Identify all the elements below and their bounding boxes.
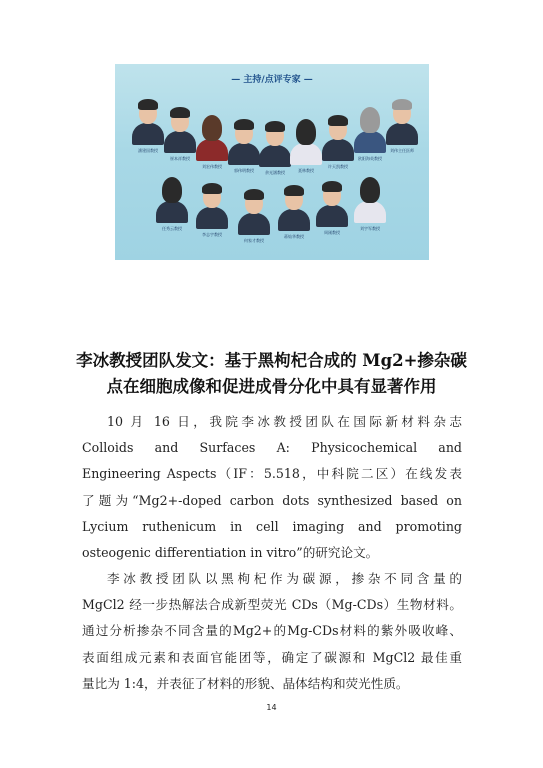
- expert-name: 何家才教授: [244, 238, 264, 243]
- portrait-hair: [322, 181, 342, 192]
- portrait-body: [132, 123, 164, 145]
- portrait-hair: [296, 119, 316, 145]
- paragraph-line: Lycium ruthenicum in cell imaging and promoting: [82, 518, 462, 534]
- expert-portrait: [195, 180, 229, 252]
- expert-name: 任秀云教授: [162, 226, 182, 231]
- portrait-hair: [265, 121, 285, 132]
- portrait-body: [238, 213, 270, 235]
- expert-name: 欧阳海英教授: [358, 156, 382, 161]
- portrait-body: [354, 201, 386, 223]
- expert-name: 崔本祥教授: [170, 156, 190, 161]
- portrait-body: [290, 143, 322, 165]
- article-title-line: 李冰教授团队发文：基于黑枸杞合成的 Mg2+掺杂碳: [76, 351, 467, 370]
- expert-name: 聂林教授: [298, 168, 314, 173]
- portrait-hair: [234, 119, 254, 130]
- portrait-body: [259, 145, 291, 167]
- portrait-hair: [202, 183, 222, 194]
- portrait-hair: [162, 177, 182, 203]
- portrait-hair: [360, 177, 380, 203]
- portrait-hair: [202, 115, 222, 141]
- expert-portrait: [227, 116, 261, 188]
- portrait-hair: [138, 99, 158, 110]
- paragraph-line: MgCl2 经一步热解法合成新型荧光 CDs（Mg-CDs）生物材料。: [82, 597, 462, 613]
- portrait-hair: [392, 99, 412, 110]
- expert-name: 许天凯教授: [328, 164, 348, 169]
- portrait-hair: [328, 115, 348, 126]
- paragraph-line: 李冰教授团队以黑枸杞作为碳源，掺杂不同含量的: [107, 571, 462, 586]
- expert-name: 余光涵教授: [265, 170, 285, 175]
- portrait-body: [228, 143, 260, 165]
- paragraph-line: 10 月 16 日，我院李冰教授团队在国际新材料杂志: [107, 414, 462, 429]
- expert-name: 周刚教授: [324, 230, 340, 235]
- paragraph-line: Engineering Aspects（IF：5.518，中科院二区）在线发表: [82, 466, 462, 482]
- expert-name: 李志宇教授: [202, 232, 222, 237]
- article-title: [64, 348, 479, 400]
- portrait-body: [316, 205, 348, 227]
- paragraph-line: 量比为 1:4，并表征了材料的形貌、晶体结构和荧光性质。: [82, 675, 409, 691]
- expert-portrait: [321, 112, 355, 184]
- expert-portrait: [353, 104, 387, 176]
- paragraph-line: Colloids and Surfaces A: Physicochemical and: [82, 440, 462, 456]
- expert-name: 刘宏伟教授: [202, 164, 222, 169]
- expert-name: 刘宇军教授: [360, 226, 380, 231]
- portrait-body: [196, 139, 228, 161]
- expert-name: 郭伟明教授: [234, 168, 254, 173]
- expert-portrait: [315, 178, 349, 250]
- paragraph-line: 表面组成元素和表面官能团等，确定了碳源和 MgCl2 最佳重: [82, 649, 462, 665]
- portrait-hair: [284, 185, 304, 196]
- expert-portrait: [385, 96, 419, 168]
- paragraph-2: [82, 566, 462, 697]
- expert-name: 刘伟主任医师: [390, 148, 414, 153]
- portrait-body: [386, 123, 418, 145]
- banner-title: — 主持/点评专家 —: [231, 75, 313, 85]
- expert-name: 蒋灿华教授: [284, 234, 304, 239]
- expert-name: 潘建国教授: [138, 148, 158, 153]
- paragraph-1: [82, 409, 462, 566]
- paragraph-line: 了题为“Mg2+-doped carbon dots synthesized based on: [82, 492, 462, 508]
- portrait-hair: [170, 107, 190, 118]
- portrait-body: [278, 209, 310, 231]
- expert-panel-banner: [115, 64, 429, 260]
- page-number: 14: [266, 703, 277, 712]
- expert-portrait: [237, 186, 271, 258]
- portrait-hair: [360, 107, 380, 133]
- expert-portrait: [258, 118, 292, 190]
- paragraph-line: 通过分析掺杂不同含量的Mg2+的Mg-CDs材料的紫外吸收峰、: [82, 623, 462, 639]
- expert-portrait: [277, 182, 311, 254]
- portrait-body: [196, 207, 228, 229]
- expert-portrait: [353, 174, 387, 246]
- paragraph-line: osteogenic differentiation in vitro”的研究论文。: [82, 545, 379, 561]
- portrait-hair: [244, 189, 264, 200]
- expert-portrait: [155, 174, 189, 246]
- portrait-body: [156, 201, 188, 223]
- portrait-body: [164, 131, 196, 153]
- article-title-line: 点在细胞成像和促进成骨分化中具有显著作用: [106, 377, 437, 396]
